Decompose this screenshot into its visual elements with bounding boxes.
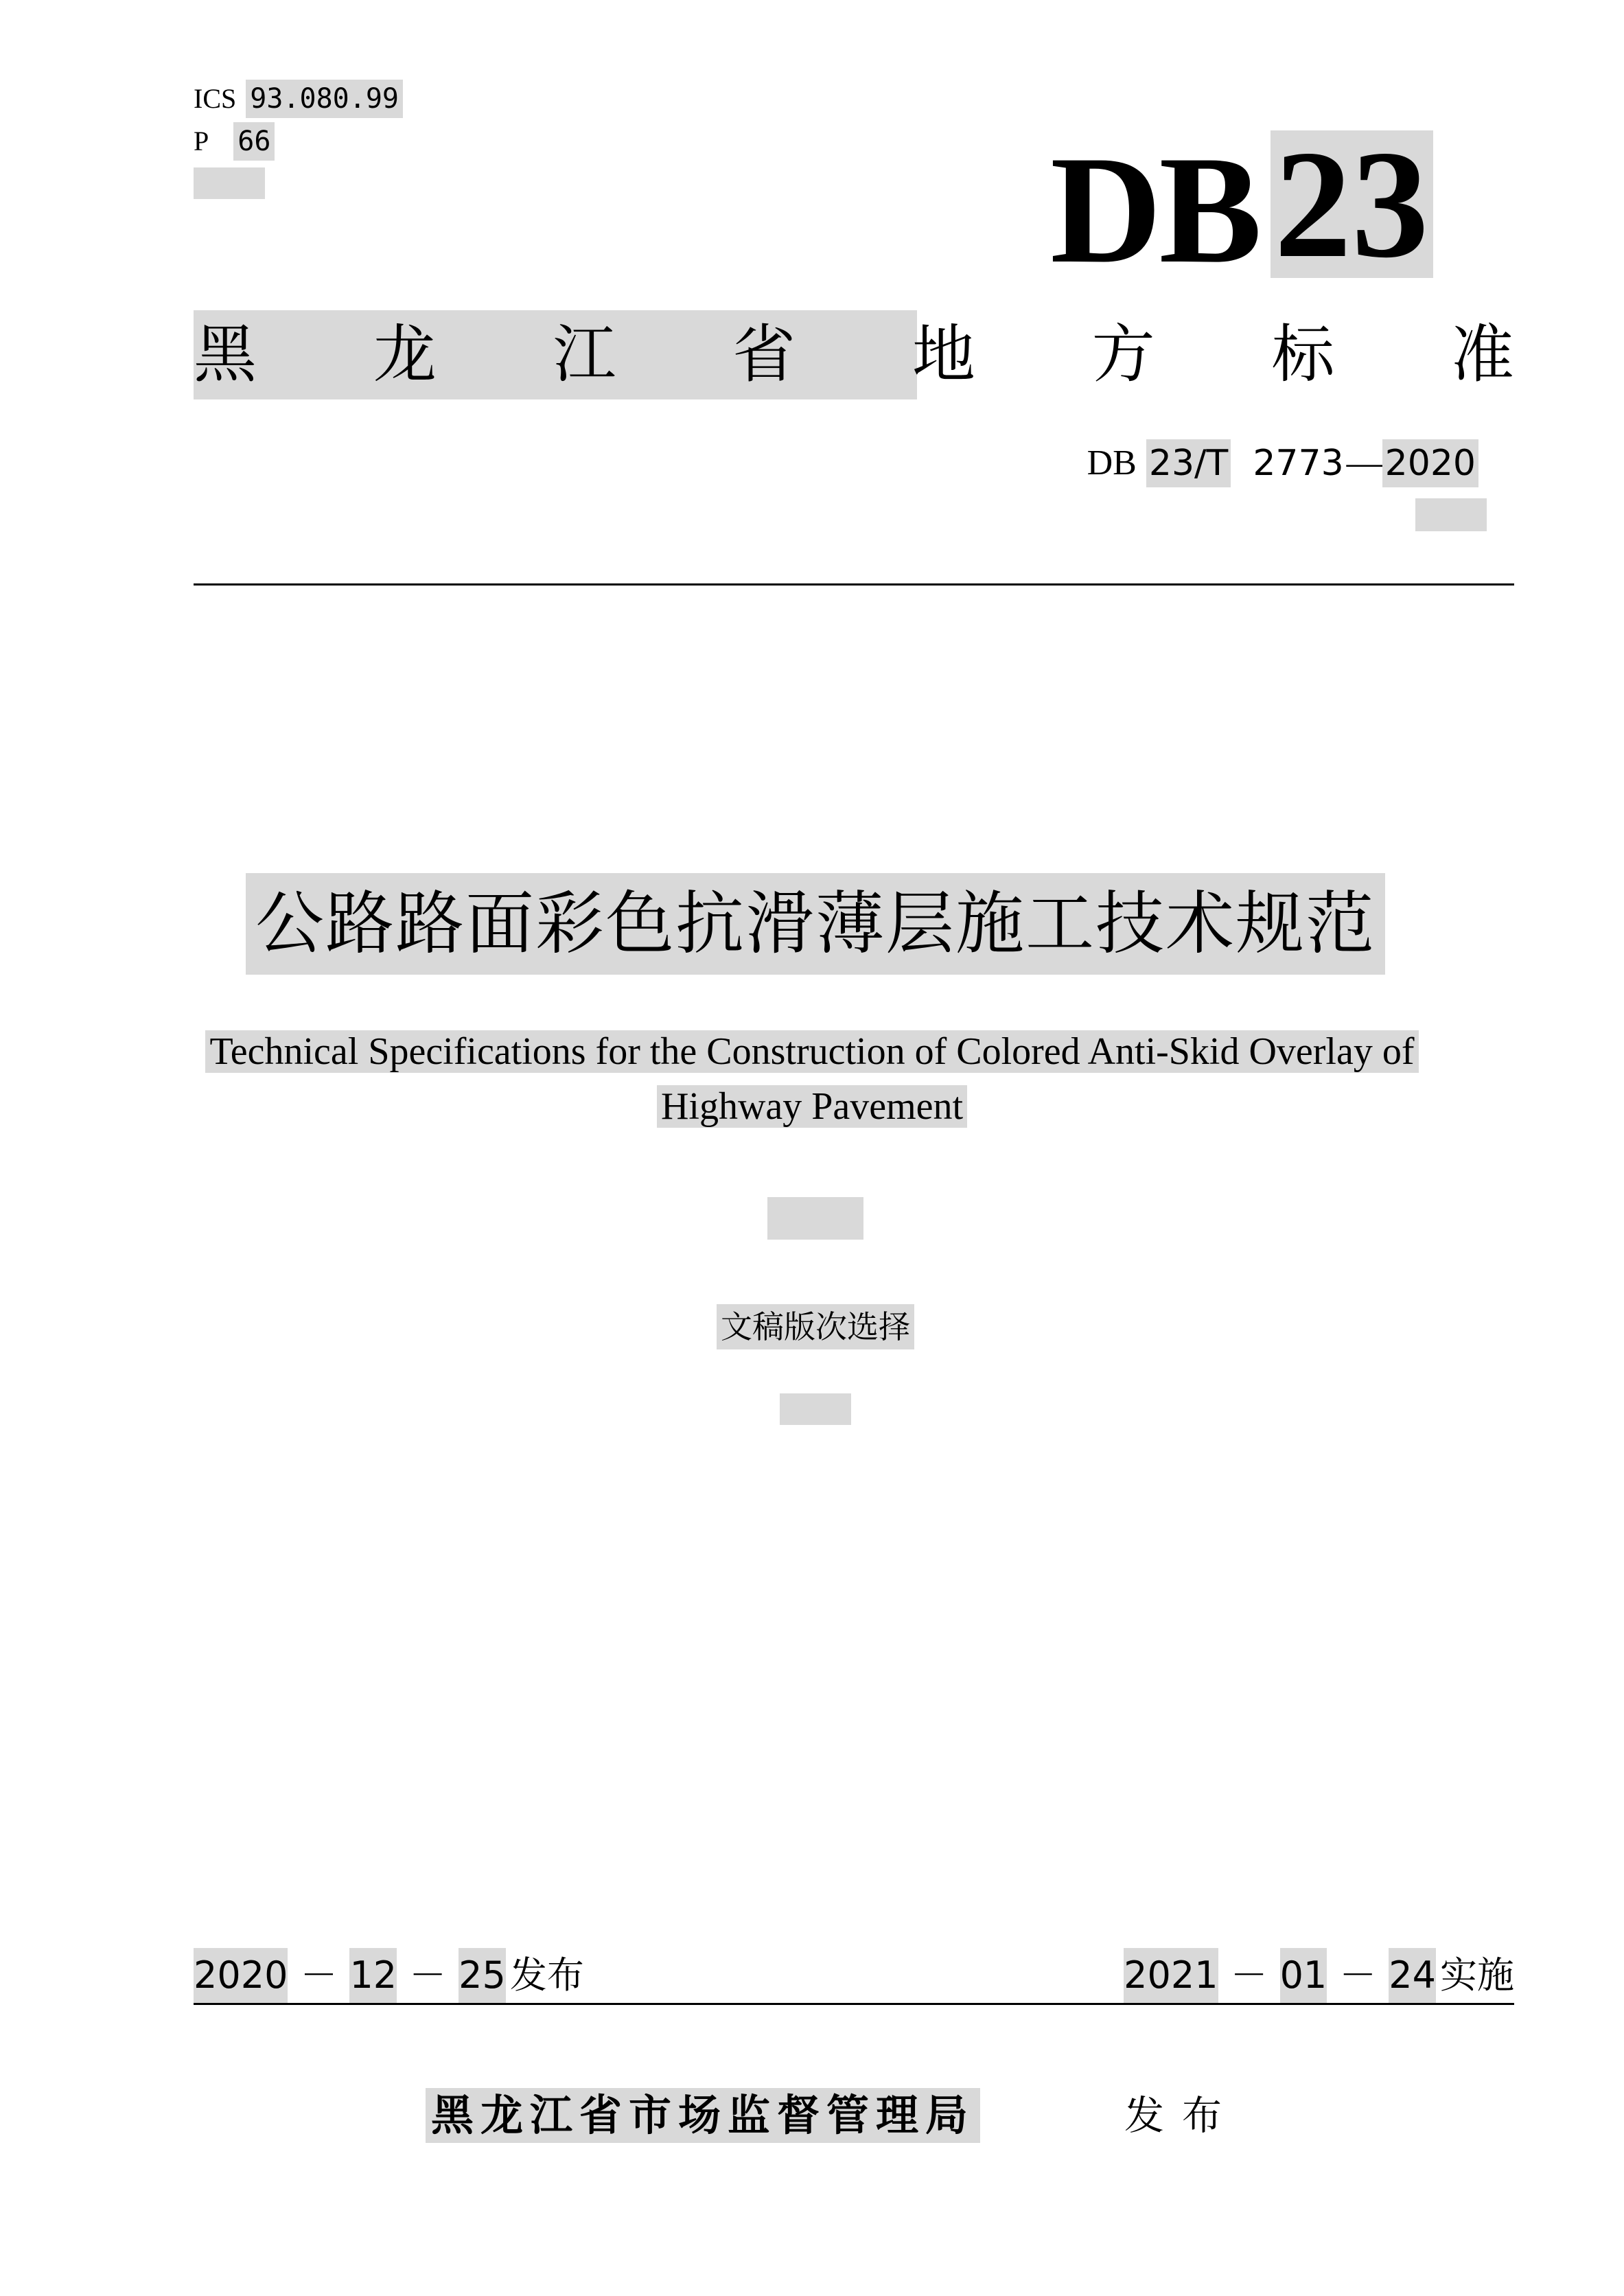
publish-suffix: 发布 [509, 1953, 584, 1997]
header-divider [194, 583, 1514, 585]
draft-extra-field[interactable] [780, 1393, 851, 1425]
date-dash: － [300, 1953, 338, 1997]
standard-type-char[interactable]: 省 [732, 318, 796, 391]
filing-number-field[interactable] [194, 167, 265, 199]
draft-status-field[interactable] [767, 1197, 863, 1240]
code-year[interactable]: 2020 [1382, 439, 1478, 487]
implement-month[interactable]: 01 [1280, 1948, 1327, 2003]
standard-logo [1050, 118, 1433, 295]
publish-day[interactable]: 25 [459, 1948, 506, 2003]
draft-version-select[interactable]: 文稿版次选择 [717, 1304, 914, 1349]
title-en-line1-text[interactable]: Technical Specifications for the Construction of Colored Anti-Skid Overlay of [205, 1030, 1418, 1073]
standard-type-char[interactable]: 龙 [373, 318, 437, 391]
ics-label: ICS [194, 83, 237, 114]
ccs-label: P [194, 126, 209, 156]
implement-year[interactable]: 2021 [1124, 1948, 1218, 2003]
document-title-en-line2 [194, 1080, 1430, 1133]
implement-day[interactable]: 24 [1389, 1948, 1436, 2003]
publish-year[interactable]: 2020 [194, 1948, 288, 2003]
standard-type-char: 地 [912, 318, 975, 391]
ics-row [194, 80, 403, 118]
logo-number[interactable]: 23 [1271, 130, 1433, 278]
standard-type-char: 标 [1271, 318, 1335, 391]
date-dash: － [1230, 1953, 1268, 1997]
issuing-authority[interactable]: 黑龙江省市场监督管理局 [426, 2088, 980, 2143]
standard-code [1087, 439, 1478, 487]
date-dash: － [1339, 1953, 1377, 1997]
issue-label: 发布 [1124, 2092, 1240, 2139]
document-title-en-line1 [194, 1025, 1430, 1078]
standard-type-char: 准 [1451, 318, 1515, 391]
ccs-value[interactable]: 66 [233, 122, 275, 161]
code-series[interactable]: 23/T [1146, 439, 1231, 487]
date-dash: － [409, 1953, 447, 1997]
publish-date [194, 1948, 584, 2003]
ccs-row [194, 122, 275, 161]
code-separator: — [1346, 443, 1382, 483]
replaced-code-field[interactable] [1415, 498, 1487, 531]
standard-type-char[interactable]: 江 [553, 318, 616, 391]
logo-prefix: DB [1050, 124, 1260, 295]
ics-value[interactable]: 93.080.99 [246, 80, 403, 118]
code-prefix: DB [1087, 443, 1137, 483]
publish-month[interactable]: 12 [349, 1948, 397, 2003]
footer-divider [194, 2003, 1514, 2005]
implement-date [1124, 1948, 1514, 2003]
implement-suffix: 实施 [1440, 1953, 1514, 1997]
standard-type-char[interactable]: 黑 [194, 318, 257, 391]
document-title-cn[interactable]: 公路路面彩色抗滑薄层施工技术规范 [246, 873, 1385, 975]
standard-type-heading [194, 310, 1514, 399]
title-en-line2-text[interactable]: Highway Pavement [657, 1085, 967, 1128]
standard-type-char: 方 [1091, 318, 1155, 391]
code-number[interactable]: 2773 [1253, 443, 1344, 484]
